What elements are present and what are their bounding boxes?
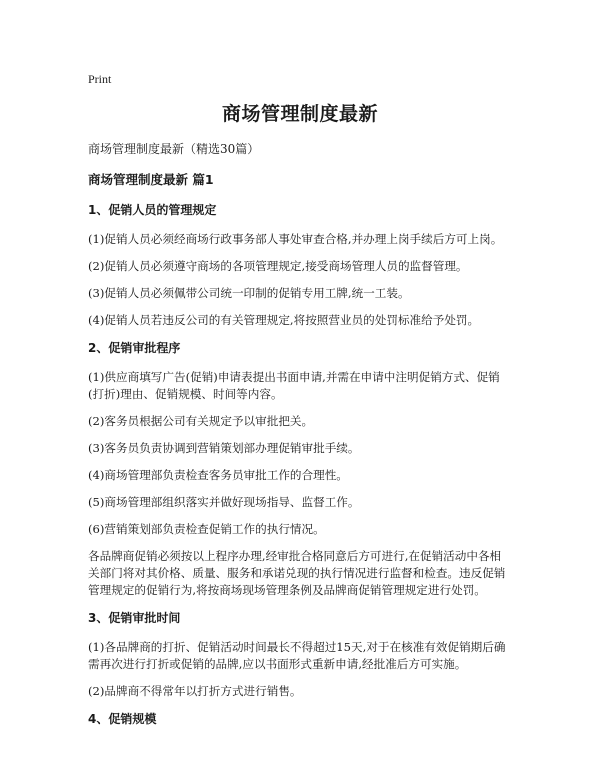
paragraph: (5)商场管理部组织落实并做好现场指导、监督工作。 — [88, 495, 360, 509]
paragraph: (2)客务员根据公司有关规定予以审批把关。 — [88, 414, 314, 428]
section-3 — [88, 609, 512, 700]
print-label[interactable]: Print — [88, 72, 112, 86]
paragraph: (3)客务员负责协调到营销策划部办理促销审批手续。 — [88, 441, 360, 455]
section-2-heading: 2、促销审批程序 — [88, 341, 181, 355]
paragraph: (1)促销人员必须经商场行政事务部人事处审查合格,并办理上岗手续后方可上岗。 — [88, 232, 503, 246]
paragraph: (4)商场管理部负责检查客务员审批工作的合理性。 — [88, 468, 348, 482]
paragraph: (3)促销人员必须佩带公司统一印制的促销专用工牌,统一工装。 — [88, 286, 410, 300]
section-1-heading: 1、促销人员的管理规定 — [88, 203, 217, 217]
paragraph: (2)品牌商不得常年以打折方式进行销售。 — [88, 684, 302, 698]
section-heading: 商场管理制度最新 篇1 — [88, 172, 214, 187]
section-4-heading: 4、促销规模 — [88, 712, 157, 726]
section-1 — [88, 201, 512, 329]
section-4 — [88, 710, 512, 727]
document-subtitle: 商场管理制度最新（精选30篇） — [88, 142, 260, 156]
paragraph: (6)营销策划部负责检查促销工作的执行情况。 — [88, 522, 325, 536]
section-2 — [88, 339, 512, 599]
paragraph: 各品牌商促销必须按以上程序办理,经审批合格同意后方可进行,在促销活动中各相关部门将对其价格、质量、服务和承诺兑现的执行情况进行监督和检查。违反促销管理规定的促销行为,将按商场现场管理条例及品牌商促销管理规定进行处罚。 — [88, 549, 506, 597]
paragraph: (1)供应商填写广告(促销)申请表提出书面申请,并需在申请中注明促销方式、促销(打折)理由、促销规模、时间等内容。 — [88, 370, 500, 401]
paragraph: (1)各品牌商的打折、促销活动时间最长不得超过15天,对于在核准有效促销期后确需再次进行打折或促销的品牌,应以书面形式重新申请,经批准后方可实施。 — [88, 640, 506, 671]
section-3-heading: 3、促销审批时间 — [88, 611, 181, 625]
document-title: 商场管理制度最新 — [221, 103, 378, 125]
paragraph: (2)促销人员必须遵守商场的各项管理规定,接受商场管理人员的监督管理。 — [88, 259, 468, 273]
paragraph: (4)促销人员若违反公司的有关管理规定,将按照营业员的处罚标准给予处罚。 — [88, 313, 480, 327]
